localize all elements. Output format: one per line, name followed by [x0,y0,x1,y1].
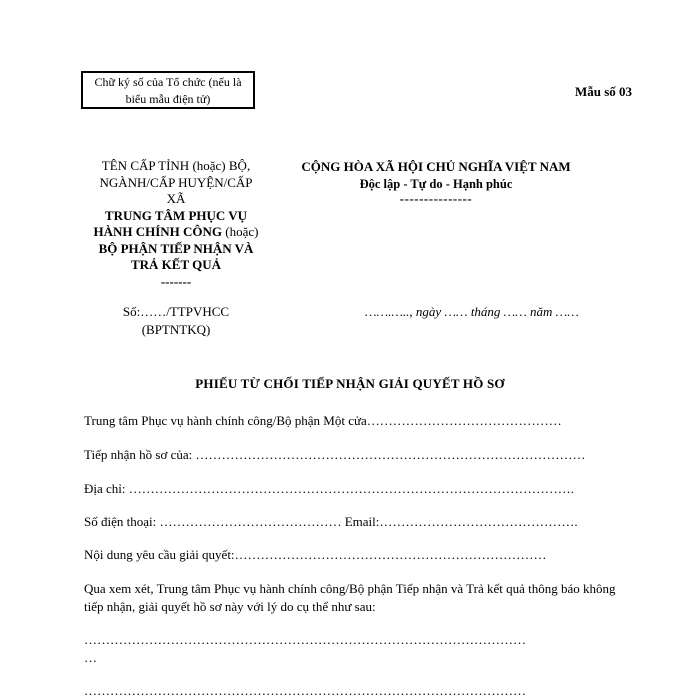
reason-line-1: ………………………………………………………………………………………… [84,632,526,647]
reason-line-1-continued: … [84,650,97,665]
country-name: CỘNG HÒA XÃ HỘI CHỦ NGHĨA VIỆT NAM [301,159,571,174]
form-number: Mẫu số 03 [574,84,632,99]
agency-line-1-text: TÊN CẤP TỈNH [101,158,190,173]
agency-line-5-text: HÀNH CHÍNH CÔNG [93,224,223,239]
field-request-content: Nội dung yêu cầu giải quyết:……………………………………………………………… [84,547,547,562]
document-number-line-2: (BPTNTKQ) [141,322,211,337]
reason-line-2: ………………………………………………………………………………………… [84,683,526,698]
agency-line-1-or: (hoặc) [192,158,226,173]
agency-line-1 [80,158,272,175]
field-phone-email: Số điện thoại: …………………………………… Email:………………………………………. [84,514,578,529]
agency-line-3: XÃ [166,191,186,206]
document-title: PHIẾU TỪ CHỐI TIẾP NHẬN GIẢI QUYẾT HỒ SƠ [195,376,505,391]
agency-line-1-end: BỘ, [228,158,251,173]
document-number [80,303,272,339]
issuing-agency-header [80,158,272,290]
field-applicant: Tiếp nhận hồ sơ của: ……………………………………………………………………………… [84,447,586,462]
national-divider: --------------- [399,191,473,206]
field-service-center: Trung tâm Phục vụ hành chính công/Bộ phận Một cửa……………………………………… [84,413,562,428]
document-number-line-1: Số:……/TTPVHCC [122,304,230,319]
agency-line-2: NGÀNH/CẤP HUYỆN/CẤP [99,174,253,190]
signature-box-line-2: biểu mẫu điện tử) [125,92,211,106]
agency-line-5-or: (hoặc) [225,224,259,239]
national-header [285,158,587,205]
agency-line-4: TRUNG TÂM PHỤC VỤ [104,207,248,223]
rejection-statement: Qua xem xét, Trung tâm Phục vụ hành chính công/Bộ phận Tiếp nhận và Trả kết quả thông báo không tiếp nhận, giải quyết hồ sơ này với lý do cụ thể như sau: [84,581,616,614]
signature-box-line-1: Chữ ký số của Tổ chức (nếu là [94,75,242,89]
agency-line-7: TRẢ KẾT QUẢ [130,257,222,272]
agency-line-5 [80,224,272,241]
agency-line-6: BỘ PHẬN TIẾP NHẬN VÀ [98,240,254,256]
field-address: Địa chỉ: …………………………………………………………………………………………. [84,481,575,496]
date-line: …….….., ngày …… tháng …… năm …… [365,304,579,319]
digital-signature-box [81,71,255,109]
agency-divider: ------- [160,273,192,289]
national-motto: Độc lập - Tự do - Hạnh phúc [359,177,513,191]
